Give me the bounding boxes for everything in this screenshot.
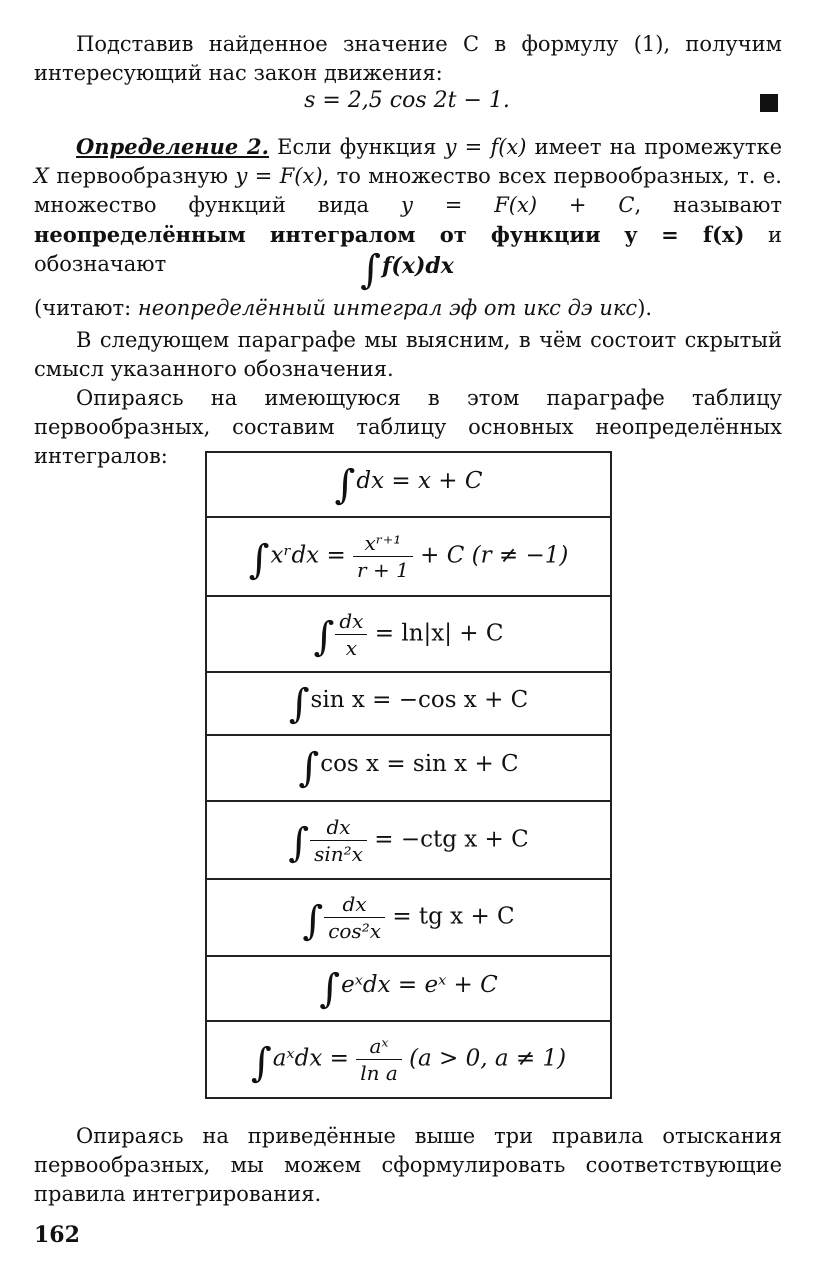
integral-sign-icon: ∫ <box>250 1039 272 1086</box>
definition-term: неопределённым интегралом от функции y = f(x) <box>34 222 745 247</box>
table-cell <box>206 956 611 1021</box>
fraction-denominator: x <box>345 635 358 660</box>
integral-sign-icon: ∫ <box>334 461 356 508</box>
fraction-dx-x <box>335 609 367 660</box>
formula-tg-right: = tg x + C <box>392 903 515 930</box>
fraction-denominator: sin²x <box>314 841 363 866</box>
definition-text-b: имеет на промежутке <box>526 135 782 159</box>
paragraph-motion-law: Подставив найденное значение C в формулу (1), получим интересующий нас закон движения: <box>34 32 782 85</box>
formula-motion-law: s = 2,5 cos 2t − 1. <box>304 88 510 113</box>
fraction-power <box>353 531 413 582</box>
fraction-ax-ln <box>356 1034 402 1085</box>
paragraph-table-intro: Опираясь на имеющуюся в этом параграфе таблицу первообразных, составим таблицу основных неопределённых интегралов: <box>34 386 782 468</box>
formula-ax-right: (a > 0, a ≠ 1) <box>409 1045 567 1072</box>
definition-text-d: , то множество всех первообразных, т. е. множество функций вида <box>34 164 782 217</box>
table-cell <box>206 1021 611 1098</box>
integrals-table <box>205 451 612 1099</box>
table-row <box>206 1021 611 1098</box>
definition-y-FxC: y = F(x) + C <box>400 193 635 217</box>
table-cell <box>206 517 611 596</box>
integral-sign-icon: ∫ <box>248 536 270 583</box>
definition-y-Fx: y = F(x) <box>235 164 323 188</box>
integral-sign-icon: ∫ <box>360 247 381 293</box>
formula-exp: eˣdx = eˣ + C <box>341 971 498 998</box>
table-row <box>206 596 611 672</box>
formula-ax-left: aˣdx = <box>272 1045 349 1072</box>
integral-sign-icon: ∫ <box>288 680 310 727</box>
definition-text-a: Если функция <box>268 135 445 159</box>
fraction-denominator: ln a <box>360 1061 398 1085</box>
formula-dx: dx = x + C <box>356 467 483 494</box>
formula-sin: sin x = −cos x + C <box>310 686 529 713</box>
formula-ln-right: = ln|x| + C <box>374 620 504 646</box>
definition-label: Определение 2. <box>76 134 269 159</box>
formula-ctg-right: = −ctg x + C <box>374 826 529 852</box>
table-cell <box>206 735 611 801</box>
integral-notation-text: f(x)dx <box>381 253 454 279</box>
integral-sign-icon: ∫ <box>298 745 320 791</box>
integral-sign-icon: ∫ <box>319 965 341 1012</box>
table-cell <box>206 596 611 672</box>
fraction-denominator: r + 1 <box>357 558 409 582</box>
fraction-numerator: dx <box>310 815 367 841</box>
fraction-dx-sin2 <box>310 815 367 866</box>
table-cell <box>206 879 611 956</box>
end-of-proof-square-icon <box>760 94 778 112</box>
formula-power-right: + C (r ≠ −1) <box>420 542 569 569</box>
fraction-numerator: dx <box>335 609 367 635</box>
fraction-dx-cos2 <box>324 892 385 943</box>
table-cell <box>206 801 611 879</box>
reading-italic: неопределённый интеграл эф от икс дэ икс <box>137 296 638 320</box>
fraction-denominator: cos²x <box>328 919 381 943</box>
definition-y-fx: y = f(x) <box>444 135 527 159</box>
integral-sign-icon: ∫ <box>288 820 310 866</box>
table-row <box>206 879 611 956</box>
integral-sign-icon: ∫ <box>302 897 324 944</box>
table-row <box>206 801 611 879</box>
table-row <box>206 517 611 596</box>
formula-power-left: xʳdx = <box>270 542 346 569</box>
fraction-numerator: aˣ <box>356 1034 402 1060</box>
definition-set-x: X <box>34 164 49 188</box>
page-number: 162 <box>34 1222 80 1248</box>
table-row <box>206 452 611 517</box>
table-row <box>206 735 611 801</box>
fraction-numerator: xʳ⁺¹ <box>353 531 413 557</box>
reading-close: ). <box>637 296 653 320</box>
definition-text-f: и обозначают <box>34 223 782 276</box>
integral-sign-icon: ∫ <box>313 614 335 660</box>
formula-cos: cos x = sin x + C <box>320 751 519 777</box>
definition-text-e: , называют <box>634 193 782 217</box>
definition-text-c: первообразную <box>48 164 236 188</box>
paragraph-integration-rules: Опираясь на приведённые выше три правила отыскания первообразных, мы можем сформулировать соответствующие правила интегрирования. <box>34 1124 782 1206</box>
table-row <box>206 672 611 735</box>
table-cell <box>206 452 611 517</box>
paragraph-next-section: В следующем параграфе мы выясним, в чём состоит скрытый смысл указанного обозначения. <box>34 328 782 381</box>
table-row <box>206 956 611 1021</box>
table-cell <box>206 672 611 735</box>
reading-open: (читают: <box>34 296 138 320</box>
reading-paragraph <box>34 294 782 323</box>
fraction-numerator: dx <box>324 892 385 918</box>
